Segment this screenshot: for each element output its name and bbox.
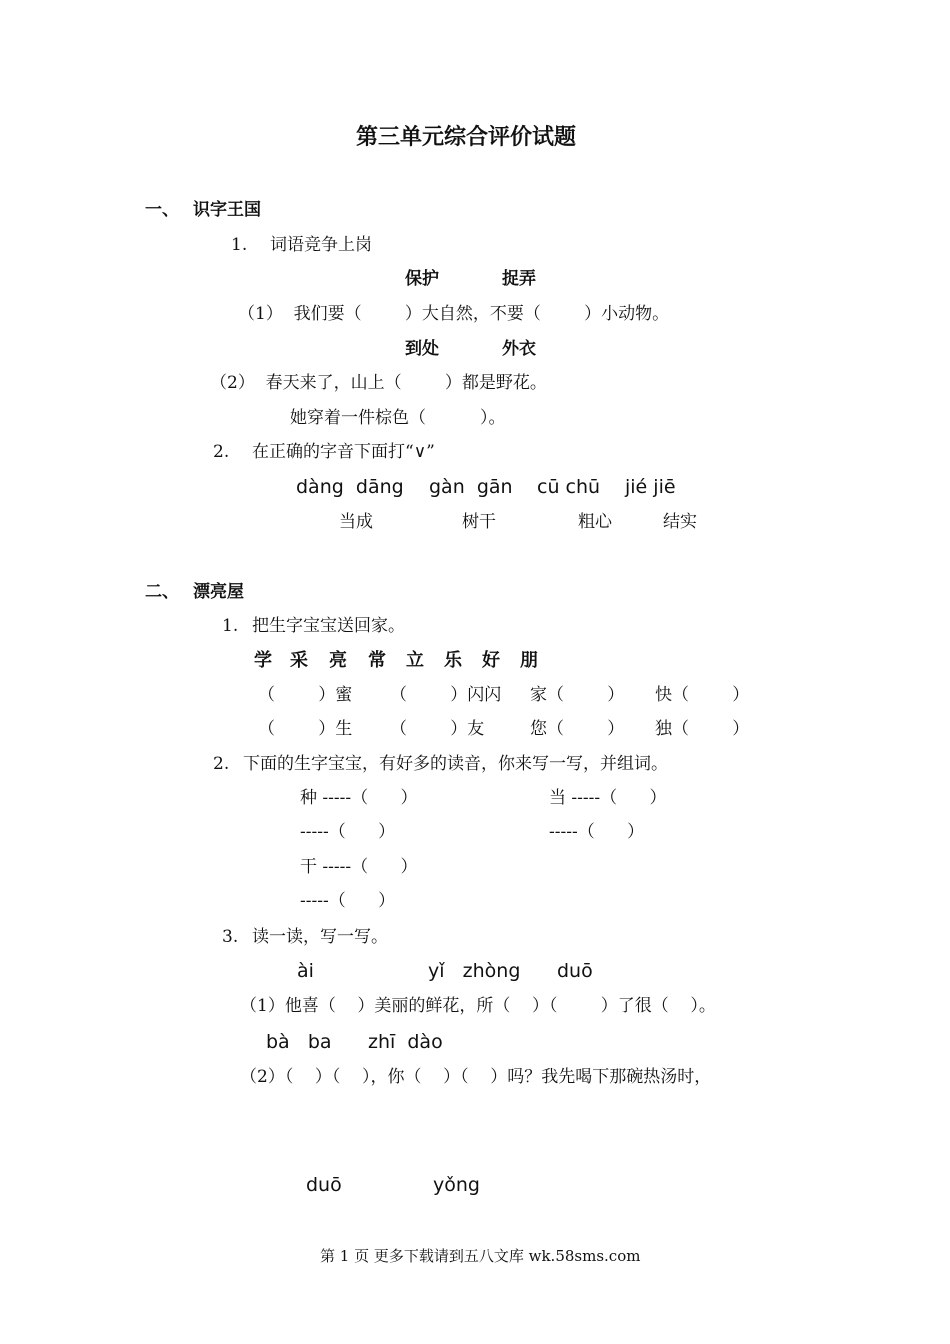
reading-line: -----（ ） bbox=[300, 891, 396, 911]
reading-line: 当 -----（ ） bbox=[549, 788, 667, 808]
char-item: 学 bbox=[254, 650, 272, 671]
s2-q2-label: 2. bbox=[213, 754, 230, 774]
fill-item: 家（ ） bbox=[530, 685, 625, 705]
fill-item: （ ）生 bbox=[258, 719, 353, 739]
pinyin-hint: duō bbox=[557, 960, 593, 982]
pinyin-hint: zhī dào bbox=[368, 1031, 443, 1053]
pinyin-hint: yǒng bbox=[433, 1174, 480, 1196]
s1-q1-sentence-2a: （2） 春天来了，山上（ ）都是野花。 bbox=[210, 373, 547, 393]
s2-q1-text: 把生字宝宝送回家。 bbox=[252, 616, 405, 636]
pinyin-hint: ài bbox=[297, 960, 314, 982]
char-item: 好 bbox=[482, 650, 500, 671]
char-item: 采 bbox=[290, 650, 308, 671]
word-item: 树干 bbox=[462, 512, 496, 532]
pinyin-option: jié jiē bbox=[625, 476, 676, 498]
fill-item: （ ）闪闪 bbox=[390, 685, 502, 705]
section2-heading: 漂亮屋 bbox=[193, 582, 244, 602]
section2-number: 二、 bbox=[145, 582, 179, 602]
fill-item: 快（ ） bbox=[655, 685, 750, 705]
fill-item: 独（ ） bbox=[655, 719, 750, 739]
reading-line: 种 -----（ ） bbox=[300, 788, 418, 808]
section1-heading: 识字王国 bbox=[193, 200, 261, 220]
s2-q3-sentence-2: （2）（ ）（ ），你（ ）（ ）吗？我先喝下那碗热汤时， bbox=[240, 1067, 712, 1087]
s1-q1-text: 词语竞争上岗 bbox=[270, 235, 372, 255]
reading-line: -----（ ） bbox=[549, 822, 645, 842]
word-option: 保护 bbox=[405, 269, 439, 289]
char-item: 乐 bbox=[444, 650, 462, 671]
s1-q2-text: 在正确的字音下面打“∨” bbox=[252, 442, 435, 462]
word-option: 捉弄 bbox=[502, 269, 536, 289]
pinyin-option: gàn gān bbox=[429, 476, 513, 498]
pinyin-hint: yǐ zhòng bbox=[428, 960, 521, 982]
fill-item: （ ）蜜 bbox=[258, 685, 353, 705]
s2-q3-sentence-1: （1）他喜（ ）美丽的鲜花，所（ ）（ ）了很（ ）。 bbox=[240, 996, 716, 1016]
word-item: 粗心 bbox=[578, 512, 612, 532]
s1-q1-sentence-2b: 她穿着一件棕色（ ）。 bbox=[290, 408, 506, 428]
char-item: 立 bbox=[406, 650, 424, 671]
s2-q3-label: 3. bbox=[222, 927, 239, 947]
s1-q1-label: 1. bbox=[231, 235, 248, 255]
word-item: 结实 bbox=[663, 512, 697, 532]
char-item: 常 bbox=[368, 650, 386, 671]
s1-q2-label: 2. bbox=[213, 442, 230, 462]
page-footer: 第 1 页 更多下载请到五八文库 wk.58sms.com bbox=[320, 1247, 641, 1265]
fill-item: （ ）友 bbox=[390, 719, 485, 739]
reading-line: -----（ ） bbox=[300, 822, 396, 842]
fill-item: 您（ ） bbox=[530, 719, 625, 739]
word-item: 当成 bbox=[339, 512, 373, 532]
word-option: 到处 bbox=[405, 339, 439, 359]
char-item: 亮 bbox=[329, 650, 347, 671]
pinyin-hint: duō bbox=[306, 1174, 342, 1196]
s1-q1-sentence-1: （1） 我们要（ ）大自然，不要（ ）小动物。 bbox=[238, 304, 670, 324]
pinyin-hint: bà ba bbox=[266, 1031, 332, 1053]
pinyin-option: cū chū bbox=[537, 476, 601, 498]
pinyin-option: dàng dāng bbox=[296, 476, 404, 498]
s2-q3-text: 读一读，写一写。 bbox=[252, 927, 388, 947]
s2-q2-text: 下面的生字宝宝，有好多的读音，你来写一写，并组词。 bbox=[243, 754, 668, 774]
reading-line: 干 -----（ ） bbox=[300, 857, 418, 877]
section1-number: 一、 bbox=[145, 200, 179, 220]
s2-q1-label: 1. bbox=[222, 616, 239, 636]
word-option: 外衣 bbox=[502, 339, 536, 359]
page-title: 第三单元综合评价试题 bbox=[356, 124, 577, 150]
char-item: 朋 bbox=[520, 650, 538, 671]
